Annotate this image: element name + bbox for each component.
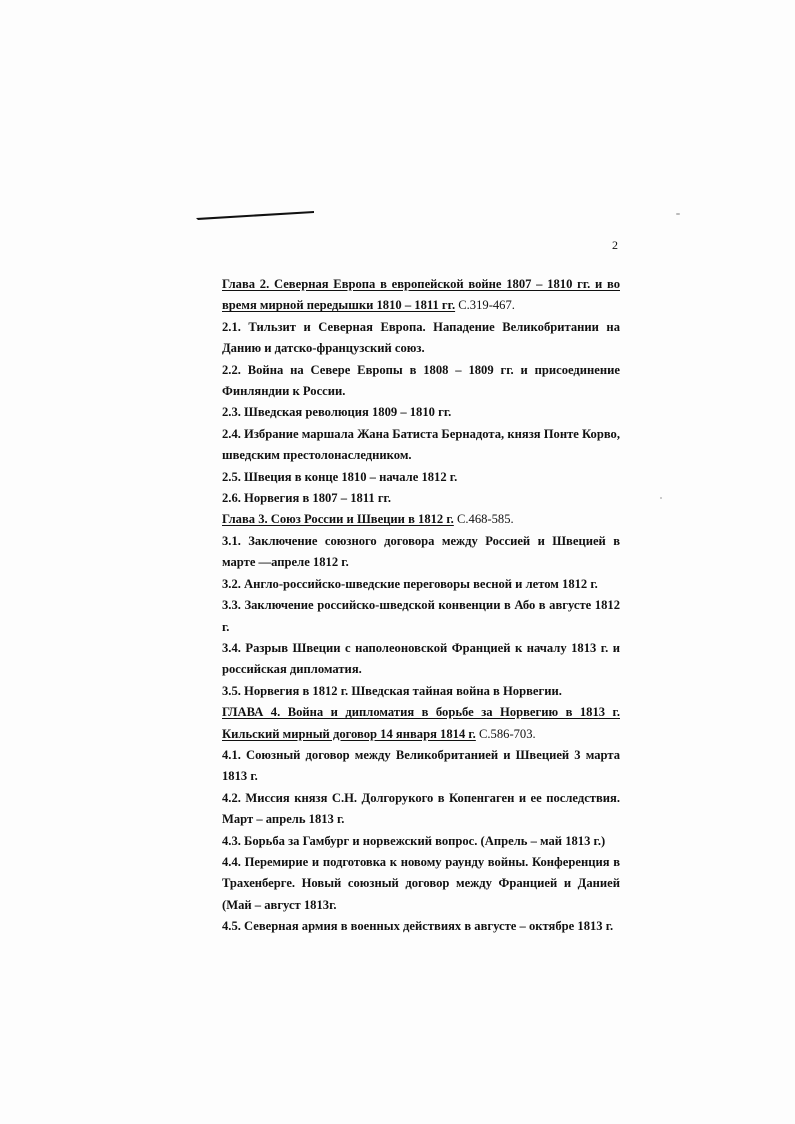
section-item: 2.4. Избрание маршала Жана Батиста Бернадота, князя Понте Корво, шведским престолонаследником. <box>222 426 620 463</box>
section-item: 3.3. Заключение российско-шведской конвенции в Або в августе 1812 г. <box>222 598 620 634</box>
section-item: 2.1. Тильзит и Северная Европа. Нападение Великобритании на Данию и датско-французский союз. <box>222 319 620 356</box>
section-item: 2.2. Война на Севере Европы в 1808 – 1809 гг. и присоединение Финляндии к России. <box>222 362 620 399</box>
chapter-4-heading <box>222 702 620 745</box>
chapter-title: ГЛАВА 4. Война и дипломатия в борьбе за Норвегию в 1813 г. Кильский мирный договор 14 января 1814 г. <box>222 705 620 741</box>
section-item: 3.2. Англо-российско-шведские переговоры весной и летом 1812 г. <box>222 576 598 591</box>
chapter-2-heading <box>222 274 620 317</box>
section-item: 4.3. Борьба за Гамбург и норвежский вопрос. (Апрель – май 1813 г.) <box>222 833 606 848</box>
section-item: 2.3. Шведская революция 1809 – 1810 гг. <box>222 405 452 420</box>
chapter-title: Глава 3. Союз России и Швеции в 1812 г. <box>222 512 454 527</box>
section-item: 3.4. Разрыв Швеции с наполеоновской Францией к началу 1813 г. и российская дипломатия. <box>222 640 620 677</box>
section-item: 4.1. Союзный договор между Великобританией и Швецией 3 марта 1813 г. <box>222 747 620 784</box>
section-item: 2.6. Норвегия в 1807 – 1811 гг. <box>222 491 391 506</box>
section-item: 4.2. Миссия князя С.Н. Долгорукого в Копенгаген и ее последствия. Март – апрель 1813 г. <box>222 790 620 827</box>
section-item: 4.4. Перемирие и подготовка к новому раунду войны. Конференция в Трахенберге. Новый союзный договор между Францией и Данией (Май – август 1813г. <box>222 854 620 912</box>
section-item: 3.1. Заключение союзного договора между Россией и Швецией в марте —апреле 1812 г. <box>222 533 620 570</box>
page-number: 2 <box>612 238 618 252</box>
chapter-pages: С.468-585. <box>456 512 514 527</box>
chapter-3-heading <box>222 509 620 530</box>
section-item: 2.5. Швеция в конце 1810 – начале 1812 г. <box>222 469 458 484</box>
section-item: 4.5. Северная армия в военных действиях в августе – октябре 1813 г. <box>222 919 614 934</box>
chapter-pages: С.319-467. <box>458 298 515 313</box>
scan-speck <box>660 497 662 499</box>
scan-speck <box>676 213 680 215</box>
section-item: 3.5. Норвегия в 1812 г. Шведская тайная война в Норвегии. <box>222 683 562 698</box>
table-of-contents <box>222 274 620 938</box>
scan-artifact-mark <box>196 210 314 220</box>
chapter-title: Глава 2. Северная Европа в европейской войне 1807 – 1810 гг. и во время мирной передышки 1810 – 1811 гг. <box>222 277 620 313</box>
chapter-pages: С.586-703. <box>479 726 536 741</box>
